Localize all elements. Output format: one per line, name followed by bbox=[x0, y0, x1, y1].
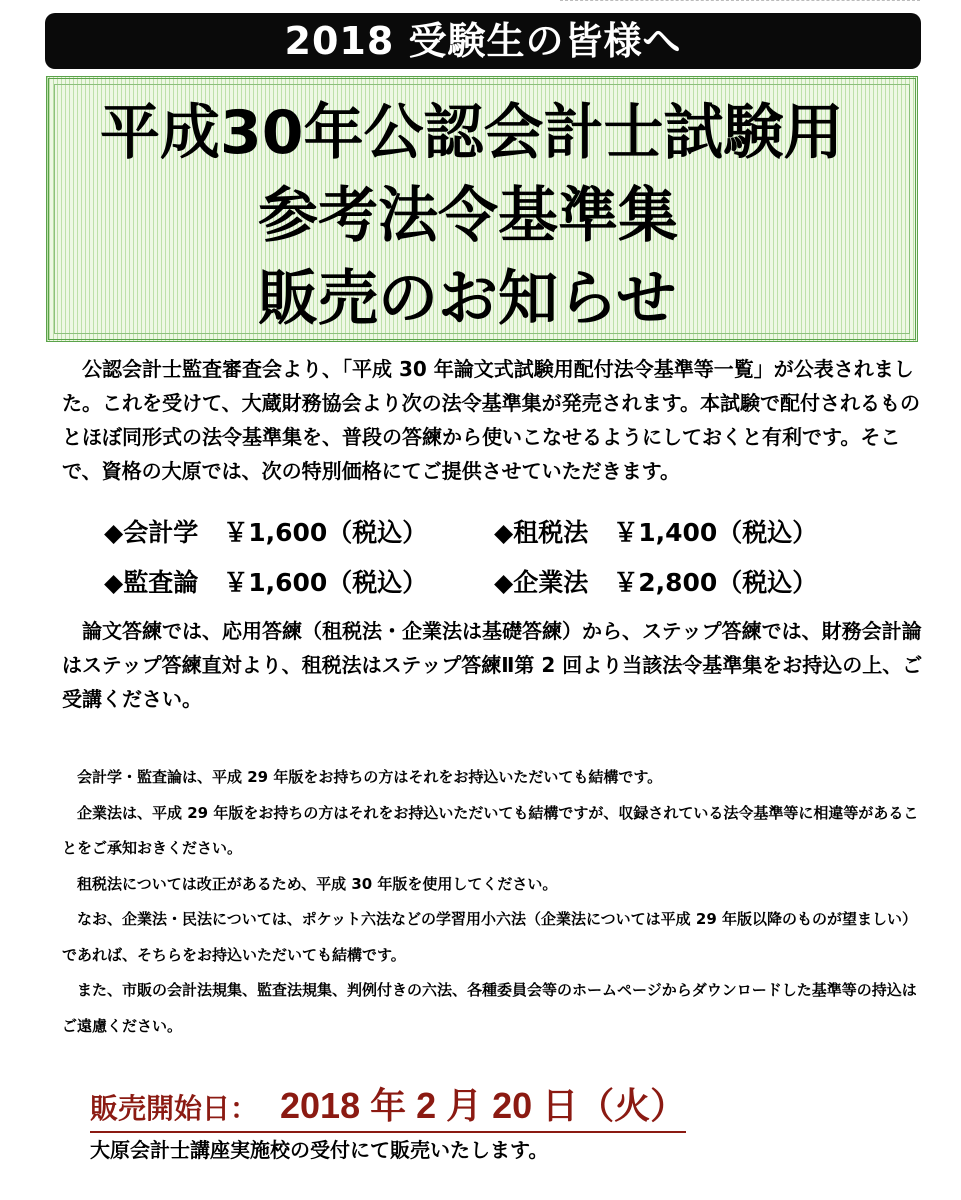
price-item-accounting: ◆会計学 ￥1,600（税込） bbox=[104, 518, 428, 547]
price-item-corporate-law: ◆企業法 ￥2,800（税込） bbox=[494, 568, 818, 597]
price-item-tax-law: ◆租税法 ￥1,400（税込） bbox=[494, 518, 818, 547]
note-item: また、市販の会計法規集、監査法規集、判例付きの六法、各種委員会等のホームページからダウンロードした基準等の持込はご遠慮ください。 bbox=[62, 981, 917, 1035]
sale-date-value: 2018 年 2 月 20 日（火） bbox=[280, 1085, 687, 1126]
instructions-paragraph: 論文答練では、応用答練（租税法・企業法は基礎答練）から、ステップ答練では、財務会計論はステップ答練直対より、租税法はステップ答練Ⅱ第 2 回より当該法令基準集をお持込の上、ご受講ください。 bbox=[62, 619, 923, 711]
footer-note: 大原会計士講座実施校の受付にて販売いたします。 bbox=[90, 1138, 549, 1162]
price-row bbox=[104, 558, 884, 608]
intro-paragraph: 公認会計士監査審査会より、「平成 30 年論文式試験用配付法令基準等一覧」が公表されました。これを受けて、大蔵財務協会より次の法令基準集が発売されます。本試験で配付されるものとほぼ同形式の法令基準集を、普段の答練から使いこなせるようにしておくと有利です。そこで、資格の大原では、次の特別価格にてご提供させていただきます。 bbox=[62, 357, 920, 483]
sale-date-label: 販売開始日： bbox=[90, 1092, 259, 1125]
notes-section bbox=[62, 760, 922, 1044]
note-item: 企業法は、平成 29 年版をお持ちの方はそれをお持込いただいても結構ですが、収録されている法令基準等に相違等があることをご承知おきください。 bbox=[62, 803, 919, 857]
price-row bbox=[104, 508, 884, 558]
title-line-2: 参考法令基準集 bbox=[258, 181, 678, 251]
title-line-1: 平成30年公認会計士試験用 bbox=[100, 98, 844, 168]
note-item: 租税法については改正があるため、平成 30 年版を使用してください。 bbox=[62, 874, 558, 893]
price-list bbox=[104, 508, 884, 608]
title-line-3: 販売のお知らせ bbox=[258, 264, 677, 334]
top-divider bbox=[560, 0, 920, 4]
price-item-auditing: ◆監査論 ￥1,600（税込） bbox=[104, 568, 428, 597]
note-item: なお、企業法・民法については、ポケット六法などの学習用小六法（企業法については平成 29 年版以降のものが望ましい）であれば、そちらをお持込いただいても結構です。 bbox=[62, 910, 917, 964]
header-banner: 2018 受験生の皆様へ bbox=[45, 13, 921, 69]
sale-start-date bbox=[90, 1078, 686, 1133]
note-item: 会計学・監査論は、平成 29 年版をお持ちの方はそれをお持込いただいても結構です。 bbox=[62, 768, 663, 786]
